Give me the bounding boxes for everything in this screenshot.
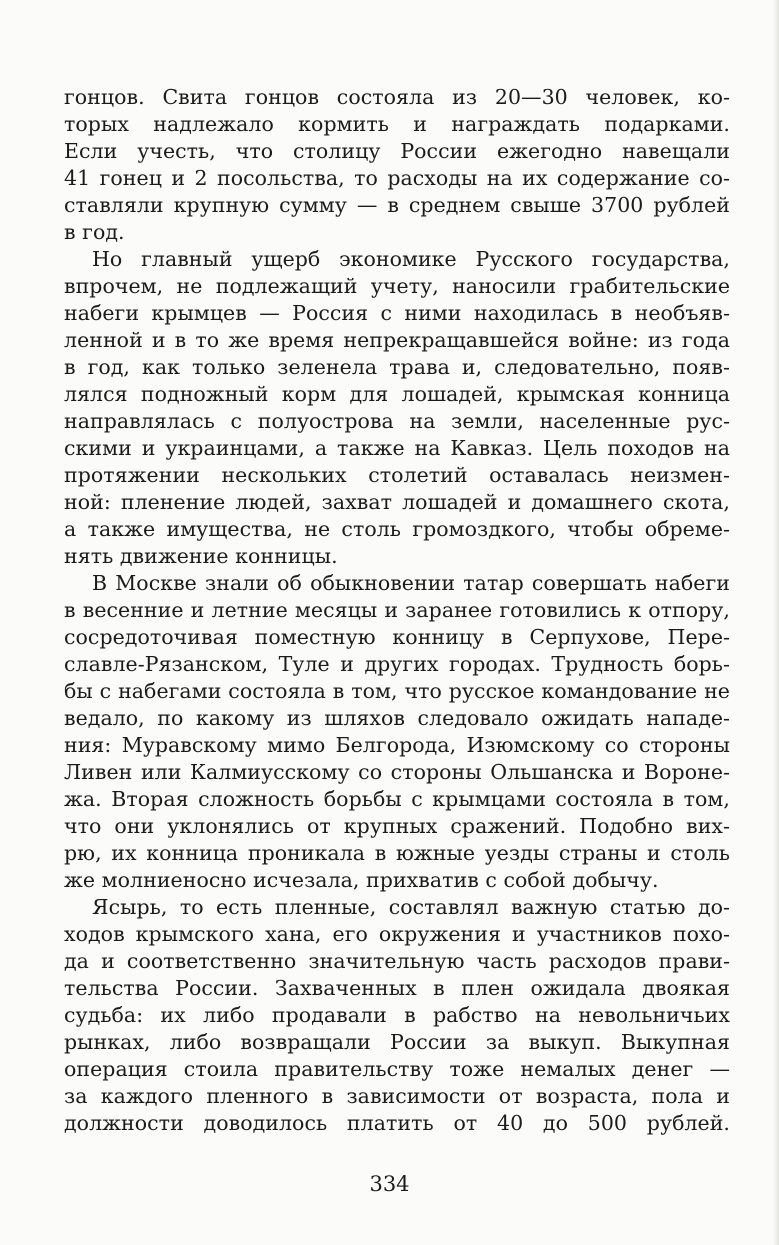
text-line: в год, как только зеленела трава и, следовательно, появ- bbox=[64, 355, 730, 379]
text-line: рынках, либо возвращали России за выкуп. Выкупная bbox=[64, 1030, 730, 1054]
text-line: в год. bbox=[64, 220, 125, 244]
text-line: впрочем, не подлежащий учету, наносили грабительские bbox=[64, 274, 730, 298]
text-line: ленной и в то же время непрекращавшейся войне: из года bbox=[64, 328, 730, 352]
text-line: бы с набегами состояла в том, что русское командование не bbox=[64, 679, 730, 703]
text-line: что они уклонялись от крупных сражений. Подобно вих- bbox=[64, 814, 730, 838]
text-line: гонцов. Свита гонцов состояла из 20—30 человек, ко- bbox=[64, 85, 730, 109]
paragraph-first-line: Но главный ущерб экономике Русского государства, bbox=[92, 247, 730, 271]
text-line: протяжении нескольких столетий оставалась неизмен- bbox=[64, 463, 730, 487]
text-line: в весенние и летние месяцы и заранее готовились к отпору, bbox=[64, 598, 730, 622]
text-line: же молниеносно исчезала, прихватив с собой добычу. bbox=[64, 868, 659, 892]
text-line: тельства России. Захваченных в плен ожидала двоякая bbox=[64, 976, 730, 1000]
text-line: нять движение конницы. bbox=[64, 544, 338, 568]
text-line: Ливен или Калмиусскому со стороны Ольшанска и Вороне- bbox=[64, 760, 730, 784]
paragraph-first-line: Ясырь, то есть пленные, составлял важную статью до- bbox=[92, 895, 730, 919]
text-line: Если учесть, что столицу России ежегодно навещали bbox=[64, 139, 730, 163]
text-line: сосредоточивая поместную конницу в Серпухове, Пере- bbox=[64, 625, 730, 649]
paragraph-first-line: В Москве знали об обыкновении татар совершать набеги bbox=[92, 571, 730, 595]
text-line: ной: пленение людей, захват лошадей и домашнего скота, bbox=[64, 490, 730, 514]
page-edge bbox=[773, 0, 779, 1245]
text-line: торых надлежало кормить и награждать подарками. bbox=[64, 112, 730, 136]
text-line: ведало, по какому из шляхов следовало ожидать нападе- bbox=[64, 706, 730, 730]
page-number: 334 bbox=[369, 1172, 410, 1196]
text-line: славле-Рязанском, Туле и других городах. Трудность борь- bbox=[64, 652, 730, 676]
text-line: жа. Вторая сложность борьбы с крымцами состояла в том, bbox=[64, 787, 730, 811]
text-line: лялся подножный корм для лошадей, крымская конница bbox=[64, 382, 730, 406]
text-line: судьба: их либо продавали в рабство на невольничьих bbox=[64, 1003, 730, 1027]
text-line: ния: Муравскому мимо Белгорода, Изюмскому со стороны bbox=[64, 733, 730, 757]
text-line: да и соответственно значительную часть расходов прави- bbox=[64, 949, 730, 973]
text-line: за каждого пленного в зависимости от возраста, пола и bbox=[64, 1084, 730, 1108]
text-line: направлялась с полуострова на земли, населенные рус- bbox=[64, 409, 730, 433]
text-line: ставляли крупную сумму — в среднем свыше 3700 рублей bbox=[64, 193, 730, 217]
text-line: 41 гонец и 2 посольства, то расходы на их содержание со- bbox=[64, 166, 730, 190]
text-line: операция стоила правительству тоже немалых денег — bbox=[64, 1057, 730, 1081]
text-line: набеги крымцев — Россия с ними находилась в необъяв- bbox=[64, 301, 730, 325]
text-line: должности доводилось платить от 40 до 500 рублей. bbox=[64, 1111, 730, 1135]
text-line: а также имущества, не столь громоздкого, чтобы обреме- bbox=[64, 517, 730, 541]
text-line: ходов крымского хана, его окружения и участников похо- bbox=[64, 922, 730, 946]
text-line: рю, их конница проникала в южные уезды страны и столь bbox=[64, 841, 730, 865]
text-line: скими и украинцами, а также на Кавказ. Цель походов на bbox=[64, 436, 730, 460]
